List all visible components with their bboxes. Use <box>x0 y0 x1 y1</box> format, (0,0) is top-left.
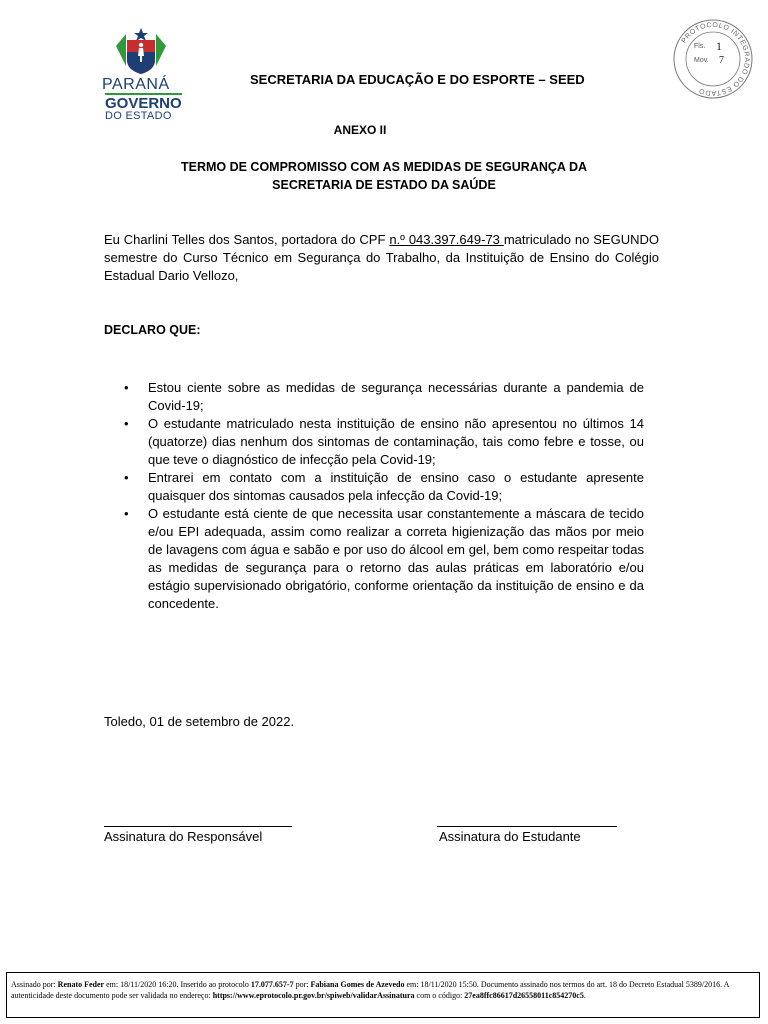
coat-of-arms-icon <box>96 26 186 76</box>
list-item-text: O estudante matriculado nesta instituição de ensino não apresentou no últimos 14 (quatorze) dias nenhum dos sintomas de contaminação, tais como febre e tosse, ou que teve o diagnóstico de infecção pela Covid-19; <box>148 416 644 467</box>
logo-text-do-estado: DO ESTADO <box>105 110 172 122</box>
list-item-text: O estudante está ciente de que necessita usar constantemente a máscara de tecido e/ou EPI adequada, assim como realizar a correta higienização das mãos por meio de lavagens com água e sabão e por uso do álcool em gel, bem como respeitar todas as medidas de segurança para o retorno das aulas práticas em laboratório e/ou estágio supervisionado obrigatório, conforme orientação da instituição de ensino e da concedente. <box>148 506 644 611</box>
signer-1-name: Renato Feder <box>57 980 105 989</box>
list-item <box>104 415 644 469</box>
signature-label-responsavel: Assinatura do Responsável <box>104 829 263 844</box>
stamp-fls-label: Fls. <box>694 43 706 50</box>
footer-text: . <box>583 991 586 1000</box>
list-item <box>104 505 644 613</box>
stamp-fls-value: 1 <box>716 39 722 53</box>
footer-text: com o código: <box>414 991 465 1000</box>
validation-code: 27ea8ffc86617d26558011c854270c5 <box>464 991 584 1000</box>
list-item-text: Estou ciente sobre as medidas de segurança necessárias durante a pandemia de Covid-19; <box>148 380 644 413</box>
list-item <box>104 469 644 505</box>
footer-text: Assinado por: <box>11 980 58 989</box>
signature-label-estudante: Assinatura do Estudante <box>439 829 581 844</box>
footer-text: em: 18/11/2020 15:50. Documento assinado nos termos do art. 18 do Decreto Estadual 5389/2016. A autenticidade deste documento pode ser validada no endereço: <box>11 980 730 1000</box>
protocol-number: 17.077.657-7 <box>250 980 294 989</box>
protocol-stamp <box>672 18 754 100</box>
signer-2-name: Fabiana Gomes de Azevedo <box>310 980 405 989</box>
place-and-date: Toledo, 01 de setembro de 2022. <box>104 714 295 729</box>
logo-text-parana: PARANÁ <box>102 76 170 93</box>
cpf-number: n.º 043.397.649-73 <box>389 232 504 247</box>
header-title: SECRETARIA DA EDUCAÇÃO E DO ESPORTE – SEED <box>250 72 585 87</box>
signature-line-responsavel <box>104 826 292 827</box>
commitment-list <box>104 379 644 613</box>
stamp-mov-value: 7 <box>719 55 724 66</box>
parana-government-logo <box>96 26 186 122</box>
bullet-icon: • <box>124 416 129 431</box>
footer-text: por: <box>293 980 311 989</box>
declaration-paragraph <box>104 231 659 285</box>
logo-text-governo: GOVERNO <box>105 95 182 112</box>
bullet-icon: • <box>124 506 129 521</box>
annex-heading: ANEXO II <box>333 123 387 137</box>
declare-heading: DECLARO QUE: <box>104 323 201 337</box>
list-item-text: Entrarei em contato com a instituição de ensino caso o estudante apresente quaisquer dos sintomas causados pela infecção da Covid-19; <box>148 470 644 503</box>
stamp-mov-label: Mov. <box>694 57 709 64</box>
document-title-line-2: SECRETARIA DE ESTADO DA SAÚDE <box>272 178 496 192</box>
digital-signature-footer <box>6 972 760 1018</box>
paragraph-part-1: Eu Charlini Telles dos Santos, portadora do CPF <box>104 232 390 247</box>
stamp-ring-text: PROTOCOLO INTEGRADO DO ESTADO <box>680 21 751 97</box>
document-title-line-1: TERMO DE COMPROMISSO COM AS MEDIDAS DE SEGURANÇA DA <box>180 160 588 174</box>
list-item <box>104 379 644 415</box>
signature-line-estudante <box>437 826 617 827</box>
validation-url[interactable]: https://www.eprotocolo.pr.gov.br/spiweb/validarAssinatura <box>212 991 415 1000</box>
paragraph-part-2: matriculado no SEGUNDO semestre do Curso Técnico em Segurança do Trabalho, da Instituição de Ensino do Colégio Estadual Dario Vellozo, <box>104 232 659 283</box>
footer-text: em: 18/11/2020 16:20. Inserido ao protocolo <box>104 980 251 989</box>
bullet-icon: • <box>124 380 129 395</box>
bullet-icon: • <box>124 470 129 485</box>
document-title <box>104 158 664 194</box>
stamp-seal-icon <box>672 18 754 100</box>
